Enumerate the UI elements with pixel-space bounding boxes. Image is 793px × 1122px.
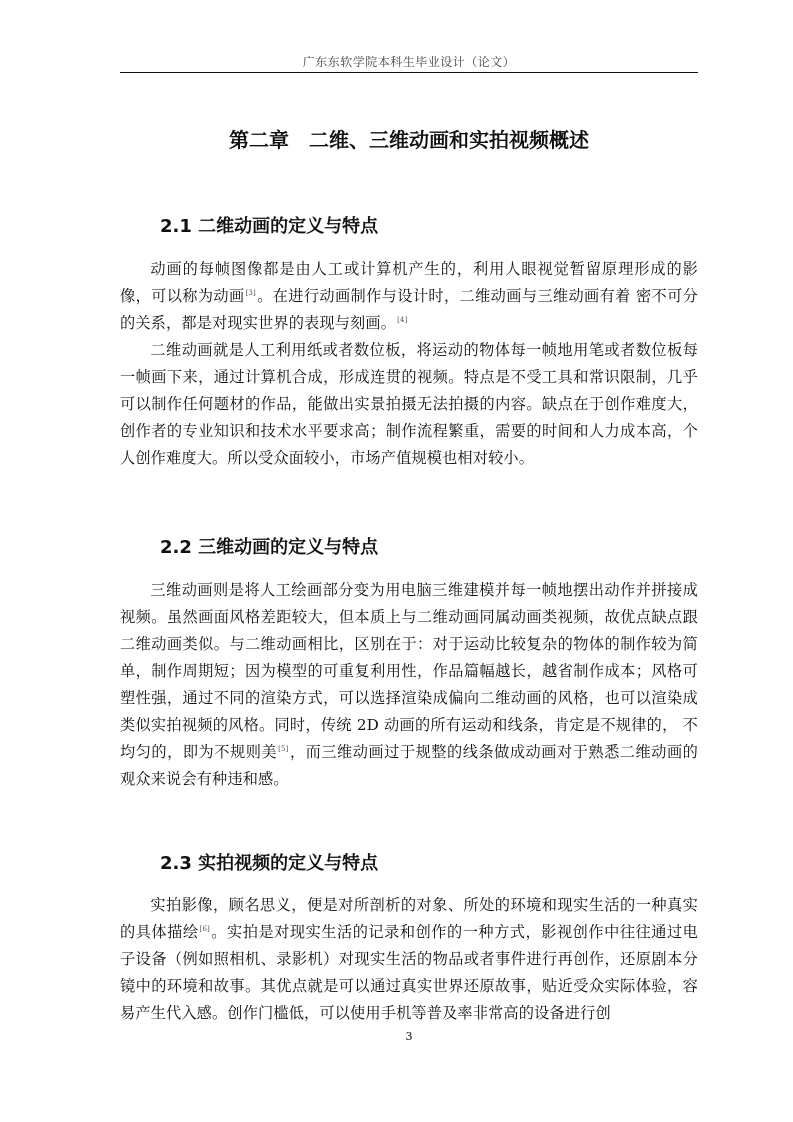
paragraph-2-2-1: 三维动画则是将人工绘画部分变为用电脑三维建模并每一帧地摆出动作并拼接成视频。虽然画面风格差距较大，但本质上与二维动画同属动画类视频，故优点缺点跟二维动画类似。与二维动画相比，区别在于：对于运动比较复杂的物体的制作较为简单，制作周期短；因为模型的可重复利用性，作品篇幅越长，越省制作成本；风格可塑性强，通过不同的渲染方式，可以选择渲染成偏向二维动画的风格，也可以渲染成类似实拍视频的风格。同时，传统 2D 动画的所有运动和线条，肯定是不规律的， 不均匀的，即为不规则美[5]，而三维动画过于规整的线条做成动画对于熟悉二维动画的观众来说会有种违和感。 xyxy=(120,581,699,788)
page-number: 3 xyxy=(405,1030,413,1043)
citation: [5] xyxy=(278,745,289,753)
paragraph-2-3-1: 实拍影像，顾名思义，便是对所剖析的对象、所处的环境和现实生活的一种真实的具体描绘[6]。实拍是对现实生活的记录和创作的一种方式，影视创作中往往通过电子设备（例如照相机、录影机）对现实生活的物品或者事件进行再创作，还原剧本分镜中的环境和故事。其优点就是可以通过真实世界还原故事，贴近受众实际体验，容易产生代入感。创作门槛低，可以使用手机等普及率非常高的设备进行创 xyxy=(120,896,698,1022)
citation: [3] xyxy=(245,289,256,297)
paragraph-2-1-1: 动画的每帧图像都是由人工或计算机产生的，利用人眼视觉暂留原理形成的影像，可以称为动画[3]。在进行动画制作与设计时，二维动画与三维动画有着 密不可分的关系，都是对现实世界的表现与刻画。[4] xyxy=(120,260,698,332)
chapter-name: 二维、三维动画和实拍视频概述 xyxy=(309,128,589,152)
chapter-title xyxy=(120,124,698,153)
page-header: 广东东软学院本科生毕业设计（论文） xyxy=(302,55,516,69)
citation: [6] xyxy=(199,925,210,933)
section-heading-2-3: 2.3 实拍视频的定义与特点 xyxy=(160,853,379,874)
paragraph-2-1-2: 二维动画就是人工利用纸或者数位板，将运动的物体每一帧地用笔或者数位板每一帧画下来，通过计算机合成，形成连贯的视频。特点是不受工具和常识限制，几乎可以制作任何题材的作品，能做出实景拍摄无法拍摄的内容。缺点在于创作难度大，创作者的专业知识和技术水平要求高；制作流程繁重，需要的时间和人力成本高，个人创作难度大。所以受众面较小，市场产值规模也相对较小。 xyxy=(120,341,698,467)
chapter-number: 第二章 xyxy=(229,128,289,152)
section-heading-2-1: 2.1 二维动画的定义与特点 xyxy=(160,216,379,237)
header-rule xyxy=(120,72,698,73)
citation: [4] xyxy=(397,316,408,324)
section-heading-2-2: 2.2 三维动画的定义与特点 xyxy=(160,537,379,558)
